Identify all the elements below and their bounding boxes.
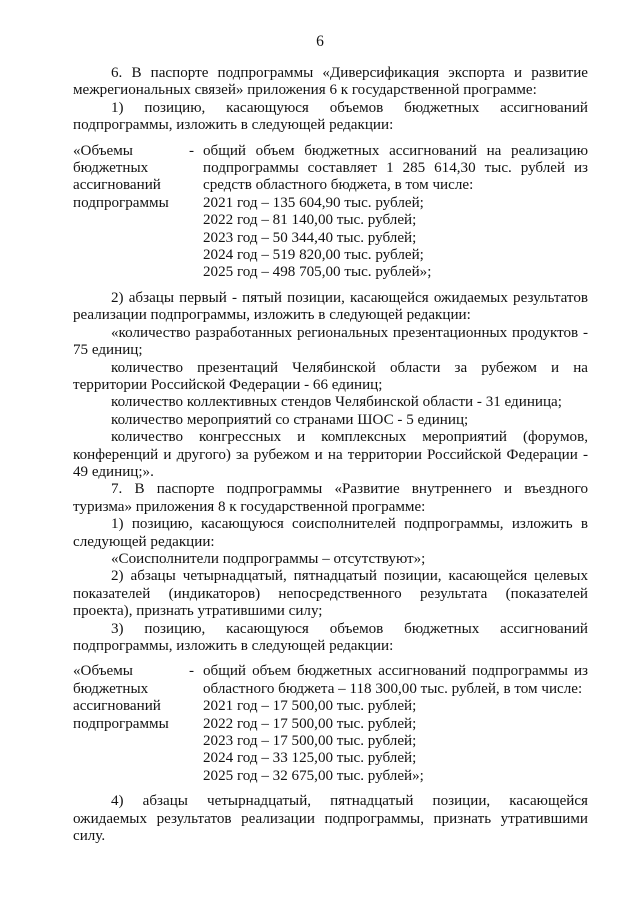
table-label-line: подпрограммы [73, 715, 169, 732]
paragraph-coexecutors-text: «Соисполнители подпрограммы – отсутствуют»; [111, 550, 426, 567]
paragraph-indicators: 2) абзацы четырнадцатый, пятнадцатый позиции, касающейся целевых показателей (индикаторов) непосредственного результата (показателей проекта), признать утратившими силу; [73, 568, 588, 620]
paragraph-coexecutors: 1) позицию, касающуюся соисполнителей подпрограммы, изложить в следующей редакции: [73, 516, 588, 550]
paragraph-budget-position-2: 3) позицию, касающуюся объемов бюджетных ассигнований подпрограммы, изложить в следующей редакции: [73, 620, 588, 654]
table-year-line: 2021 год – 17 500,00 тыс. рублей; [203, 698, 417, 715]
table-content [203, 143, 588, 282]
paragraph-result-5: количество конгрессных и комплексных мероприятий (форумов, конференций и другого) за рубежом и на территории Российской Федерации - 49 единиц;». [73, 429, 588, 480]
paragraph-result-2: количество презентаций Челябинской области за рубежом и на территории Российской Федерации - 66 единиц; [73, 359, 588, 393]
table-year-line: 2025 год – 32 675,00 тыс. рублей»; [203, 767, 424, 784]
paragraph-budget-position: 1) позицию, касающуюся объемов бюджетных ассигнований подпрограммы, изложить в следующей редакции: [73, 99, 588, 134]
table-label-line: ассигнований [73, 177, 161, 194]
paragraph-result-3: количество коллективных стендов Челябинской области - 31 единица; [111, 394, 562, 411]
table-label-line: бюджетных [73, 680, 149, 697]
paragraph-results-void: 4) абзацы четырнадцатый, пятнадцатый позиции, касающейся ожидаемых результатов реализации подпрограммы, признать утратившими силу. [73, 793, 588, 845]
table-year-line: 2024 год – 33 125,00 тыс. рублей; [203, 750, 417, 767]
table-label-line: бюджетных [73, 160, 149, 177]
budget-table-tourism [73, 663, 588, 785]
document-body [73, 65, 588, 845]
paragraph-item-6: 6. В паспорте подпрограммы «Диверсификация экспорта и развитие межрегиональных связей» приложения 6 к государственной программе: [73, 65, 588, 99]
budget-table-export [73, 143, 588, 282]
table-dash: - [189, 663, 195, 680]
table-label [73, 663, 189, 785]
table-label-line: подпрограммы [73, 194, 169, 211]
table-label [73, 143, 189, 282]
paragraph-item-7: 7. В паспорте подпрограммы «Развитие внутреннего и въездного туризма» приложения 8 к государственной программе: [73, 481, 588, 515]
table-label-line: «Объемы [73, 663, 133, 680]
table-year-line: 2023 год – 17 500,00 тыс. рублей; [203, 733, 417, 750]
table-year-line: 2022 год – 81 140,00 тыс. рублей; [203, 212, 417, 229]
table-year-line: 2023 год – 50 344,40 тыс. рублей; [203, 229, 417, 246]
table-label-line: «Объемы [73, 142, 133, 159]
table-intro: общий объем бюджетных ассигнований на реализацию подпрограммы составляет 1 285 614,30 тыс. рублей из средств областного бюджета, в том числе: [203, 142, 588, 194]
table-content [203, 663, 588, 785]
table-dash: - [189, 142, 195, 159]
page-number: 6 [316, 33, 324, 50]
table-year-line: 2024 год – 519 820,00 тыс. рублей; [203, 247, 424, 264]
paragraph-result-1: «количество разработанных региональных презентационных продуктов - 75 единиц; [73, 324, 588, 359]
paragraph-results: 2) абзацы первый - пятый позиции, касающейся ожидаемых результатов реализации подпрограммы, изложить в следующей редакции: [73, 289, 588, 324]
table-year-line: 2022 год – 17 500,00 тыс. рублей; [203, 715, 417, 732]
table-year-line: 2021 год – 135 604,90 тыс. рублей; [203, 194, 424, 211]
table-year-line: 2025 год – 498 705,00 тыс. рублей»; [203, 264, 432, 281]
paragraph-result-4: количество мероприятий со странами ШОС - 5 единиц; [111, 411, 469, 428]
table-intro: общий объем бюджетных ассигнований подпрограммы из областного бюджета – 118 300,00 тыс. рублей, в том числе: [203, 663, 588, 697]
table-label-line: ассигнований [73, 698, 161, 715]
